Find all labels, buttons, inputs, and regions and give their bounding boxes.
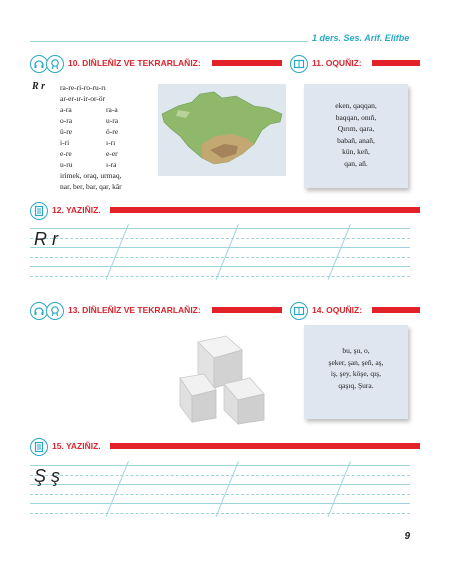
section-13-title: 13. DİÑLEÑİZ VE TEKRARLAÑIZ: — [68, 305, 201, 315]
writing-sample-1: R r — [34, 229, 58, 249]
pair-right: ı-ra — [106, 160, 117, 169]
chapter-title: 1 ders. Ses. Arif. Elifbe — [312, 33, 410, 43]
reading-card-1 — [304, 84, 408, 188]
header-rule — [30, 41, 308, 42]
reading-2-line: qaşıq, Şura. — [338, 380, 374, 390]
section-14-title: 14. OQUÑIZ: — [312, 305, 363, 315]
book-icon — [290, 55, 308, 73]
pair-right: e-er — [106, 149, 118, 158]
section-11-title: 11. OQUÑIZ: — [312, 58, 362, 68]
pair-left: ü-re — [60, 127, 73, 136]
writing-guide — [30, 276, 410, 277]
pair-left: i-ri — [60, 138, 70, 147]
pair-right: u-ra — [106, 116, 119, 125]
speaking-head-icon — [46, 302, 64, 320]
reading-2-line: iş, şey, köşe, qış, — [330, 369, 382, 378]
reading-1-line: eken, qaqqan, — [335, 101, 377, 110]
reading-1-line: Qırım, qara, — [337, 124, 375, 133]
reading-1-line: baqqan, onıñ, — [335, 112, 377, 122]
section-10-bar — [212, 60, 282, 66]
words-line-2: nar, ber, bar, qar, kâr — [60, 182, 122, 191]
reading-card-2 — [304, 325, 408, 419]
section-14-bar — [372, 307, 420, 313]
pair-right: ı-rı — [106, 138, 116, 147]
letter-r-label: R r — [32, 81, 46, 92]
slant-guide — [328, 461, 351, 517]
slant-guide — [328, 224, 351, 280]
speaking-head-icon — [46, 55, 64, 73]
crimea-map-image — [158, 84, 286, 176]
writing-line — [30, 465, 410, 466]
section-10-title: 10. DİÑLEÑİZ VE TEKRARLAÑIZ: — [68, 58, 201, 68]
syllables-line-1: ra-re-ri-ro-ru-rı — [60, 83, 106, 92]
slant-guide — [216, 461, 239, 517]
section-11-bar — [372, 60, 420, 66]
notebook-icon — [30, 438, 48, 456]
slant-guide — [216, 224, 239, 280]
words-line-1: irimek, oraq, urmaq, — [60, 171, 122, 180]
writing-line — [30, 247, 410, 248]
section-13-bar — [212, 307, 282, 313]
pair-left: a-ra — [60, 105, 72, 114]
writing-guide — [30, 494, 410, 495]
writing-line — [30, 228, 410, 229]
pair-left: e-re — [60, 149, 72, 158]
syllables-line-2: ar-er-ır-ir-or-ör — [60, 94, 106, 103]
writing-guide — [30, 238, 410, 239]
page-number: 9 — [404, 531, 410, 542]
reading-2-line: bu, şu, o, — [342, 346, 370, 355]
section-12-title: 12. YAZIÑIZ. — [52, 205, 101, 215]
notebook-icon — [30, 202, 48, 220]
reading-1-line: babañ, anañ, — [337, 135, 375, 145]
section-12-bar — [110, 207, 420, 213]
writing-guide — [30, 513, 410, 514]
writing-sample-2: Ş ş — [34, 466, 61, 486]
writing-line — [30, 484, 410, 485]
pair-left: o-ra — [60, 116, 73, 125]
slant-guide — [106, 224, 129, 280]
sugar-cubes-image — [158, 328, 282, 426]
writing-guide — [30, 475, 410, 476]
reading-1-line: qan, añ. — [344, 158, 368, 168]
section-15-bar — [110, 443, 420, 449]
writing-guide — [30, 257, 410, 258]
pair-right: ö-re — [106, 127, 119, 136]
section-15-title: 15. YAZIÑIZ. — [52, 441, 101, 451]
pair-left: u-ru — [60, 160, 73, 169]
slant-guide — [106, 461, 129, 517]
pair-right: ra-a — [106, 105, 118, 114]
reading-2-line: şeker, şan, şeñ, aş, — [328, 357, 384, 367]
book-icon — [290, 302, 308, 320]
reading-1-line: kün, keñ, — [342, 147, 370, 156]
